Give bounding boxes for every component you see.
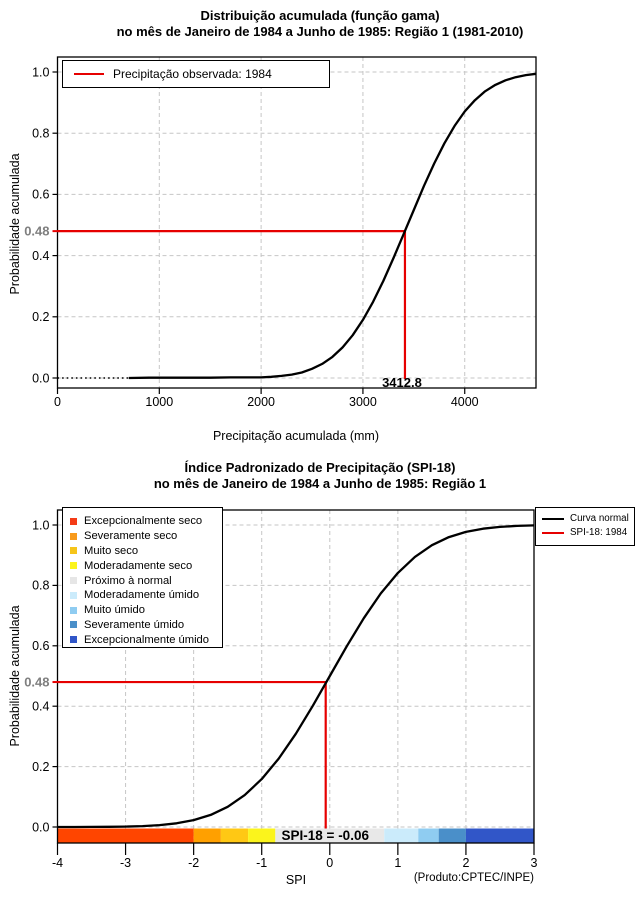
legend-line-sample xyxy=(542,518,564,520)
colorbar-segment xyxy=(466,829,534,843)
legend-item-label: Muito úmido xyxy=(84,604,145,617)
colorbar-segment xyxy=(58,829,194,843)
y-tick-label: 1.0 xyxy=(32,65,50,80)
legend-item xyxy=(70,558,222,573)
chart2-series-legend xyxy=(535,507,635,546)
legend-line-sample xyxy=(542,532,564,534)
legend-item xyxy=(70,618,222,633)
legend-color-marker xyxy=(70,577,77,584)
colorbar-segment xyxy=(439,829,466,843)
legend-item-label: Moderadamente seco xyxy=(84,559,193,572)
y-tick-label-048: 0.48 xyxy=(24,223,50,239)
annotation-xvalue: 3412.8 xyxy=(382,375,422,390)
legend-color-marker xyxy=(70,518,77,525)
x-tick-label: 2000 xyxy=(247,395,276,409)
y-tick-label: 0.4 xyxy=(32,699,50,714)
chart1-title-line1: Distribuição acumulada (função gama) xyxy=(200,8,440,23)
legend-item-label: Muito seco xyxy=(84,544,139,557)
y-tick-label: 0.2 xyxy=(32,310,50,325)
chart1-legend-label: Precipitação observada: 1984 xyxy=(113,67,272,81)
legend-line-red xyxy=(74,73,104,75)
y-tick-label: 0.8 xyxy=(32,126,50,141)
x-tick-label: 3000 xyxy=(349,395,377,409)
annotation-spi-value: SPI-18 = -0.06 xyxy=(281,828,369,843)
legend-item-label: SPI-18: 1984 xyxy=(570,527,628,538)
legend-color-marker xyxy=(70,636,77,643)
x-tick-label: 1 xyxy=(394,856,402,870)
legend-item xyxy=(70,573,222,588)
legend-item-label: Severamente seco xyxy=(84,530,178,543)
x-tick-label: -3 xyxy=(120,856,132,870)
legend-color-marker xyxy=(70,607,77,614)
plot-border xyxy=(58,57,537,388)
x-tick-label: 0 xyxy=(54,395,61,409)
chart2-ylabel: Probabilidade acumulada xyxy=(8,605,22,747)
y-tick-label: 0.0 xyxy=(32,820,50,835)
chart2-title xyxy=(0,460,640,492)
y-tick-label: 0.4 xyxy=(32,248,50,263)
legend-color-marker xyxy=(70,621,77,628)
legend-item xyxy=(70,603,222,618)
y-tick-label: 0.6 xyxy=(32,187,50,202)
legend-color-marker xyxy=(70,533,77,540)
x-tick-label: -1 xyxy=(256,856,268,870)
legend-color-marker xyxy=(70,547,77,554)
chart2-title-line1: Índice Padronizado de Precipitação (SPI-18) xyxy=(184,460,456,475)
colorbar-segment xyxy=(384,829,418,843)
x-tick-label: 4000 xyxy=(450,395,479,409)
legend-item xyxy=(542,513,630,524)
legend-item-label: Curva normal xyxy=(570,513,629,524)
chart1-title-line2: no mês de Janeiro de 1984 a Junho de 1985: Região 1 (1981-2010) xyxy=(116,24,524,39)
y-tick-label: 0.0 xyxy=(32,371,50,386)
colorbar-segment xyxy=(221,829,248,843)
y-tick-label: 0.8 xyxy=(32,578,50,593)
y-tick-label: 0.2 xyxy=(32,759,50,774)
chart1-ylabel: Probabilidade acumulada xyxy=(8,153,22,295)
legend-item xyxy=(70,544,222,559)
x-tick-label: -2 xyxy=(188,856,200,870)
y-tick-label-048: 0.48 xyxy=(24,674,50,690)
chart1-xlabel: Precipitação acumulada (mm) xyxy=(212,429,380,443)
source-note: (Produto:CPTEC/INPE) xyxy=(413,872,534,884)
legend-item-label: Excepcionalmente úmido xyxy=(84,633,209,646)
legend-item-label: Severamente úmido xyxy=(84,618,185,631)
x-tick-label: -4 xyxy=(51,856,64,870)
legend-item xyxy=(70,514,222,529)
legend-item-label: Moderadamente úmido xyxy=(84,589,200,602)
legend-color-marker xyxy=(70,592,77,599)
x-tick-label: 1000 xyxy=(145,395,174,409)
chart2-xlabel: SPI xyxy=(285,873,307,887)
legend-item-label: Excepcionalmente seco xyxy=(84,515,203,528)
y-tick-label: 0.6 xyxy=(32,639,50,654)
chart2-category-legend xyxy=(62,507,223,648)
legend-item xyxy=(542,527,630,538)
legend-item xyxy=(70,632,222,647)
colorbar-segment xyxy=(248,829,275,843)
colorbar-segment xyxy=(418,829,438,843)
curve-gamma-cdf xyxy=(129,74,536,378)
legend-item xyxy=(70,588,222,603)
x-tick-label: 3 xyxy=(530,856,538,870)
chart1-legend xyxy=(62,60,330,88)
x-tick-label: 0 xyxy=(326,856,334,870)
y-tick-label: 1.0 xyxy=(32,518,50,533)
colorbar-segment xyxy=(194,829,221,843)
chart2-title-line2: no mês de Janeiro de 1984 a Junho de 1985: Região 1 xyxy=(153,476,487,491)
chart1-title xyxy=(0,8,640,40)
legend-color-marker xyxy=(70,562,77,569)
legend-item xyxy=(70,529,222,544)
x-tick-label: 2 xyxy=(462,856,470,870)
legend-item-label: Próximo à normal xyxy=(84,574,172,587)
